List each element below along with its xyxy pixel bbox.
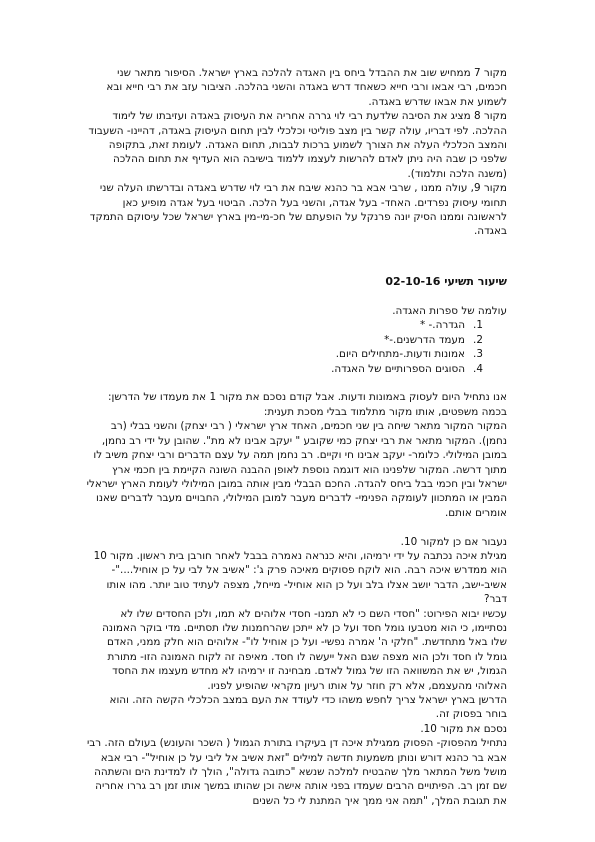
paragraph-summary-body: נתחיל מהפסוק- הפסוק ממגילת איכה דן בעיקרו בתורת הגמול ( השכר והעונש) בעולם הזה. רבי אבא בר כהנא דורש ונותן משמעות חדשה למילים "זאת אשיב אל ליבי על כן אוחיל"- רבי אבא מושל משל המתאר מלך שהבטיח למלכה שנשא "כתובה גדולה", הולך לו למדינת הים והשתהה שם זמן רב. הפיתויים הרבים שעמדו בפני אותה אישה וכן שהותו במשך אותו זמן רב גררו אחריה את תגובת המלך, "תמה אני ממך איך המתנת לי כל השנים xyxy=(86,737,507,807)
topics-list xyxy=(86,318,507,376)
list-item xyxy=(86,318,507,332)
paragraph-source-8: מקור 8 מציג את הסיבה שלדעת רבי לוי גררה אחריה את העיסוק באגדה ועזיבתו של לימוד ההלכה. לפי דבריו, עולה קשר בין מצב פוליטי וכלכלי לבין תחום העיסוק באגדה, דהיינו- השעבוד והמצב הכלכלי העלה את הצורך לשמוע ברכות לבבות, תחום האגדה. לעומת זאת, בתקופה שלפני כן שבה היה ניתן לאדם להרשות לעצמו ללמוד בישיבה הוא העדיף את תחום ההלכה (משנה הלכה ותלמוד). xyxy=(88,110,507,180)
list-item xyxy=(86,333,507,347)
list-item xyxy=(86,362,507,376)
paragraph-darshan: הדרשן בארץ ישראל צריך לחפש משהו כדי לעודד את העם במצב הכלכלי הקשה הזה. והוא בוחר בפסוק זה. xyxy=(109,694,507,721)
spacer xyxy=(86,239,507,261)
list-item-number: 3. xyxy=(473,348,483,361)
paragraph-move-to-source-10: נעבור אם כן למקור 10. xyxy=(400,535,507,548)
list-item-number: 4. xyxy=(473,362,483,375)
list-intro: עולמה של ספרות האגדה. xyxy=(392,305,507,318)
paragraph-source-1-summary: המקור המקור מתאר שיחה בין שני חכמים, האחד ארץ ישראלי ( רבי יצחק) והשני בבלי (רב נחמן). המקור מתאר את רבי יצחק כמי שקובע " יעקב אבינו לא מת". שהובן על ידי רב נחמן, במובן המילולי. כלומר- יעקב אבינו חי וקיים. רב נחמן תמה על עצם הדברים ורבי יצחק משיב לו מתוך דרשה. המקור שלפנינו הוא דוגמה נוספת לאופן ההבנה השונה הקיימת בין חכמי ארץ ישראל ובין חכמי בבל ביחס להגדה. החכם הבבלי מבין אותה במובן המילולי לעומת הארץ ישראלי המבין או המתכוון לעומקה הפנימי- לדברים מעבר למובן המילולי, החבויים מעבר לדברים שאנו אומרים אותם. xyxy=(86,420,507,519)
paragraph-eicha: מגילת איכה נכתבה על ידי ירמיהו, והיא כנראה נאמרה בבבל לאחר חורבן בית ראשון. מקור 10 הוא ממדרש איכה רבה. הוא לוקח פסוקים מאיכה פרק ג': "אשיב אל לבי על כן אוחיל...."- אשיב-ישב, הדבר יושב אצלו בלב ועל כן הוא אוחיל- מייחל, מצפה לעתיד טוב יותר. מהו אותו דבר? xyxy=(93,549,507,606)
lesson-heading: שיעור תשיעי 02-10-16 xyxy=(385,275,507,289)
list-item-text: הסוגים הספרותיים של האגדה. xyxy=(331,362,465,375)
list-item-text: אמונות ודעות.-מתחילים היום. xyxy=(335,348,465,361)
paragraph-source-7: מקור 7 ממחיש שוב את ההבדל ביחס בין האגדה להלכה בארץ ישראל. הסיפור מתאר שני חכמים, רבי אבאו ורבי חייא כשאחד דרש באגדה והשני בהלכה. הציבור עזב את רבי חייא ובא לשמוע את אבאו שדרש באגדה. xyxy=(106,67,507,108)
list-item-text: מעמד הדרשנים.-* xyxy=(384,333,465,346)
paragraph-summary-title: נסכם את מקור 10. xyxy=(420,722,507,735)
spacer xyxy=(86,520,507,534)
list-item-number: 2. xyxy=(473,333,483,346)
spacer xyxy=(86,290,507,304)
spacer xyxy=(86,376,507,390)
list-item-number: 1. xyxy=(473,319,483,332)
paragraph-explanation: עכשיו יבוא הפירוט: "חסדי השם כי לא תמנו- חסדי אלוהים לא תמו, ולכן החסדים שלו לא נסתיימו, כי הוא מטבעו גומל חסד ועל כן לא ייתכן שהרחמנות שלו תסתיים. מדי בוקר האמונה שלו באל מתחדשת. "חלקי ה' אמרה נפשי- ועל כן אוחיל לו"- אלוהים הוא חלק ממני, האדם גומל לו חסד ולכן הוא מצפה שגם האל ייעשה לו חסד. מאיפה זה לקוח האמונה הזו- מתורת הגמול, יש את המשוואה הזו של גמול לאדם. מבחינה זו ירמיהו לא מחדש מעצמו את החסד האלוהי מהעצמם, אלא רק חוזר על אותו רעיון מקראי שהופיע לפניו. xyxy=(102,607,507,692)
spacer xyxy=(86,261,507,275)
list-item-text: הגדרה.- * xyxy=(420,319,465,332)
list-item xyxy=(86,347,507,361)
paragraph-intro-beliefs: אנו נתחיל היום לעסוק באמונות ודעות. אבל קודם נסכם את מקור 1 את מעמדו של הדרשן: בכמה משפטים, אותו מקור מתלמוד בבלי מסכת תענית: xyxy=(108,391,507,418)
document-body xyxy=(86,66,507,808)
paragraph-source-9: מקור 9, עולה ממנו , שרבי אבא בר כהנא שיבח את רבי לוי שדרש באגדה ובדרשתו העלה שני תחומי עיסוק נפרדים. האחד- בעל אגדה, והשני בעל הלכה. הביטוי בעל אגדה מופיע כאן לראשונה וממנו הסיק יונה פרנקל על הופעתם של חכ-מי-מין בארץ ישראל שכל עיסוקם התמקד באגדה. xyxy=(89,182,507,238)
